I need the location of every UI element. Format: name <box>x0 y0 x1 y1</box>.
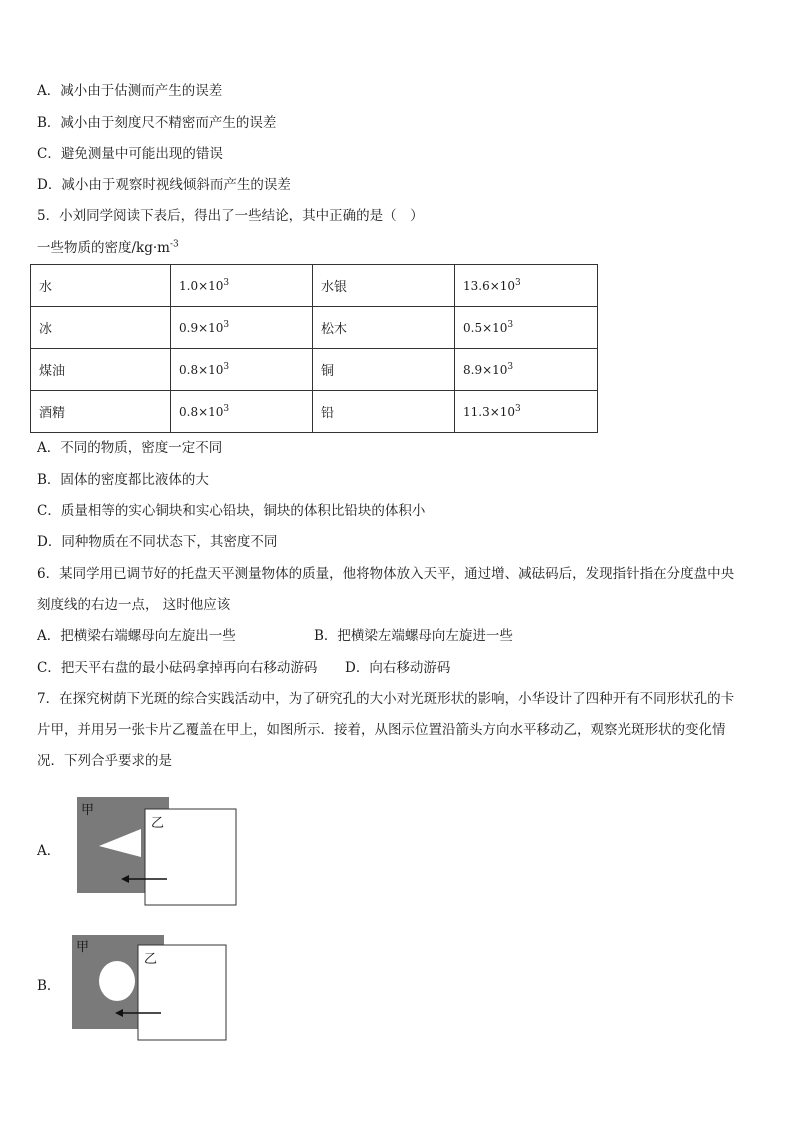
card-yi-label: 乙 <box>151 816 165 831</box>
table-caption-text: 一些物质的密度/kg·m <box>37 240 170 256</box>
density-cell: $0.8\times 10^3$ <box>171 391 313 433</box>
q4-option-a: A．减小由于估测而产生的误差 <box>37 83 223 99</box>
material-cell: 水银 <box>313 265 455 307</box>
q6-option-d: D．向右移动游码 <box>345 660 451 676</box>
density-cell: $8.9\times 10^3$ <box>455 349 598 391</box>
q5-stem: 5．小刘同学阅读下表后，得出了一些结论，其中正确的是（ ） <box>37 208 424 224</box>
card-jia-label: 甲 <box>76 940 90 955</box>
material-cell: 水 <box>31 265 171 307</box>
table-row <box>31 391 598 433</box>
density-cell: $0.9\times 10^3$ <box>171 307 313 349</box>
q6-stem-line1: 6．某同学用已调节好的托盘天平测量物体的质量，他将物体放入天平，通过增、减砝码后，发现指针指在分度盘中央 <box>37 566 735 582</box>
q5-option-a: A．不同的物质，密度一定不同 <box>37 440 223 456</box>
figure-a-triangle-hole <box>75 796 240 908</box>
table-row <box>31 265 598 307</box>
q4-option-d: D．减小由于观察时视线倾斜而产生的误差 <box>37 177 291 193</box>
card-jia-label: 甲 <box>81 803 95 818</box>
q6-option-c: C．把天平右盘的最小砝码拿掉再向右移动游码 <box>37 660 318 676</box>
q7-stem-line1: 7．在探究树荫下光斑的综合实践活动中，为了研究孔的大小对光斑形状的影响，小华设计了四种开有不同形状孔的卡 <box>37 691 735 707</box>
density-cell: $13.6\times 10^3$ <box>455 265 598 307</box>
q5-option-c: C．质量相等的实心铜块和实心铅块，铜块的体积比铅块的体积小 <box>37 503 426 519</box>
circle-hole <box>99 961 135 1001</box>
figure-b-circle-hole <box>71 934 231 1044</box>
q6-stem-line2: 刻度线的右边一点， 这时他应该 <box>37 597 231 613</box>
q5-table-caption <box>37 239 179 257</box>
material-cell: 松木 <box>313 307 455 349</box>
q4-option-b: B．减小由于刻度尺不精密而产生的误差 <box>37 115 277 131</box>
q5-option-b: B．固体的密度都比液体的大 <box>37 472 209 488</box>
density-cell: $1.0\times 10^3$ <box>171 265 313 307</box>
q7-stem-line2: 片甲，并用另一张卡片乙覆盖在甲上，如图所示．接着，从图示位置沿箭头方向水平移动乙，观察光斑形状的变化情 <box>37 722 726 738</box>
table-row <box>31 307 598 349</box>
density-cell: $0.8\times 10^3$ <box>171 349 313 391</box>
card-yi-label: 乙 <box>144 952 158 967</box>
q7-option-b-label: B． <box>37 978 61 994</box>
table-caption-exponent: -3 <box>169 239 179 250</box>
density-cell: $11.3\times 10^3$ <box>455 391 598 433</box>
q6-option-b: B．把横梁左端螺母向左旋进一些 <box>314 628 513 644</box>
q7-option-a-label: A． <box>37 843 61 859</box>
density-table <box>30 264 598 433</box>
material-cell: 煤油 <box>31 349 171 391</box>
material-cell: 铜 <box>313 349 455 391</box>
q6-option-a: A．把横梁右端螺母向左旋出一些 <box>37 628 236 644</box>
q7-stem-line3: 况．下列合乎要求的是 <box>37 753 172 769</box>
material-cell: 冰 <box>31 307 171 349</box>
material-cell: 酒精 <box>31 391 171 433</box>
material-cell: 铅 <box>313 391 455 433</box>
density-cell: $0.5\times 10^3$ <box>455 307 598 349</box>
q5-option-d: D．同种物质在不同状态下，其密度不同 <box>37 534 278 550</box>
table-row <box>31 349 598 391</box>
q4-option-c: C．避免测量中可能出现的错误 <box>37 146 223 162</box>
